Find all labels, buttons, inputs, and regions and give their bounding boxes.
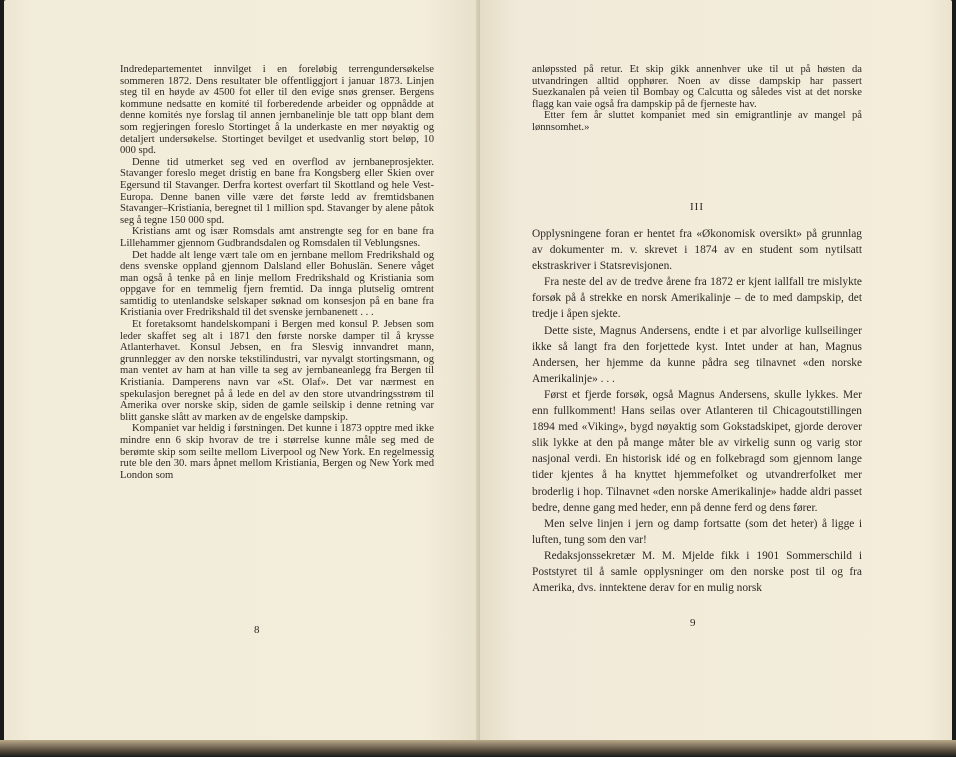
paragraph: Opplysningene foran er hentet fra «Økonomisk oversikt» på grunnlag av dokumenter m. v. skrevet i 1874 av en student som nytilsatt ekstraskriver i Statsrevisjonen.	[532, 228, 862, 273]
paragraph: Redaksjonssekretær M. M. Mjelde fikk i 1901 Sommerschild i Poststyret til å samle opplysninger om den norske post til og fra Amerika, dvs. inntektene derav for en mulig norsk	[532, 549, 862, 595]
right-page-upper-text	[532, 64, 862, 134]
paragraph: Men selve linjen i jern og damp fortsatte (som det heter) å ligge i luften, tung som den var!	[532, 517, 862, 546]
right-page-lower-text	[532, 226, 862, 596]
paragraph: Indredepartementet innvilget i en foreløbig terrengundersøkelse sommeren 1872. Dens resultater ble offentliggjort i januar 1873. Linjen steg til en høyde av 4500 fot eller til den evige snøs grenser. Bergens kommune nedsatte en komité til forberedende arbeider og oppnådde at denne komités nye forslag til annen jernbanelinje ble tatt opp blant dem som regjeringen foreslo Stortinget å la underkaste en mer nøyaktig og detaljert undersøkelse. Stortinget bevilget et usedvanlig stort beløp, 10 000 spd.	[120, 64, 434, 157]
left-page-text	[120, 64, 434, 481]
paragraph: Etter fem år sluttet kompaniet med sin emigrantlinje av mangel på lønnsomhet.»	[532, 110, 862, 133]
paragraph: Dette siste, Magnus Andersens, endte i et par alvorlige kullseilinger ikke så langt fra den forjettede kyst. Intet under at han, Magnus Andersen, her hjemme da kunne pådra seg tilnavnet «den norske Amerikalinje» . . .	[532, 324, 862, 385]
section-heading: III	[690, 201, 704, 213]
page-number: 8	[254, 624, 260, 636]
paragraph: Kompaniet var heldig i førstningen. Det kunne i 1873 opptre med ikke mindre enn 6 skip hvorav de tre i størrelse kunne måle seg med de berømte skip som seilte mellom Liverpool og New York. En regelmessig rute ble den 30. mars åpnet mellom Kristiania, Bergen og New York med London som	[120, 423, 434, 481]
paragraph: Først et fjerde forsøk, også Magnus Andersens, skulle lykkes. Mer enn fullkomment! Hans seilas over Atlanteren til Chicagoutstillingen 1894 med «Viking», bygd nøyaktig som Gokstadskipet, gjorde derover slik lykke at den på mange måter ble av virkelig sunn og varig stor nasjonal verdi. En historisk idé og en folkebragd som gjennom lange tider kjentes å ha knyttet hjemmefolket og utvandrerfolket mer broderlig i hop. Tilnavnet «den norske Amerikalinje» hadde aldri passet bedre, denne gang med heder, enn på denne ferd og dens fører.	[532, 388, 862, 514]
paragraph: Denne tid utmerket seg ved en overflod av jernbaneprosjekter. Stavanger foreslo meget dristig en bane fra Kongsberg eller Skien over Egersund til Stavanger. Derfra kortest overfart til Skottland og hele Vest-Europa. Denne banen ville være det første ledd av fremtidsbanen Stavanger–Kristiania, beregnet til 1 million spd. Stavanger by alene påtok seg å tegne 150 000 spd.	[120, 156, 434, 226]
paragraph: anløpssted på retur. Et skip gikk annenhver uke til ut på høsten da utvandringen alltid opphører. Noen av disse dampskip har passert Suezkanalen på veien til Bombay og Calcutta og således vist at det norske flagg kan vaie også fra dampskip på de fjerneste hav.	[532, 64, 862, 110]
paragraph: Kristians amt og især Romsdals amt anstrengte seg for en bane fra Lillehammer gjennom Gudbrandsdalen og Romsdalen til Veblungsnes.	[120, 226, 434, 249]
paragraph: Fra neste del av de tredve årene fra 1872 er kjent iallfall tre mislykte forsøk på å strekke en norsk Amerikalinje – de to med dampskip, det tredje i åpen sjekte.	[532, 276, 862, 321]
paragraph: Det hadde alt lenge vært tale om en jernbane mellom Fredrikshald og dens svenske oppland gjennom Dalsland eller Bohuslän. Senere våget man også å tenke på en linje mellom Fredrikshald og Kristiania som oppgave for en temmelig fjern fremtid. Da innga plutselig omtrent samtidig to utenlandske selskaper søknad om konsesjon på en bane fra Kristiania over Fredrikshald til det svenske jernbanenett . . .	[120, 249, 434, 319]
right-page	[480, 0, 952, 748]
left-page	[4, 0, 480, 748]
page-number: 9	[690, 617, 696, 629]
paragraph: Et foretaksomt handelskompani i Bergen med konsul P. Jebsen som leder skaffet seg alt i 1871 den første norske damper til å krysse Atlanterhavet. Konsul Jebsen, en fra Slesvig innvandret mann, grunnlegger av den norske tekstilindustri, var nyvalgt stortingsmann, og man ventet av ham at han ville ta seg av jernbaneanlegg fra Bergen til Kristiania. Damperens navn var «St. Olaf». Det var nærmest en spekulasjon beregnet på å lede en del av den store utvandringsstrøm til Amerika over norske skip, siden de gamle seilskip i denne retning var blitt ganske slått av marken av de engelske dampskip.	[120, 319, 434, 423]
book-edge-shadow	[0, 740, 956, 757]
